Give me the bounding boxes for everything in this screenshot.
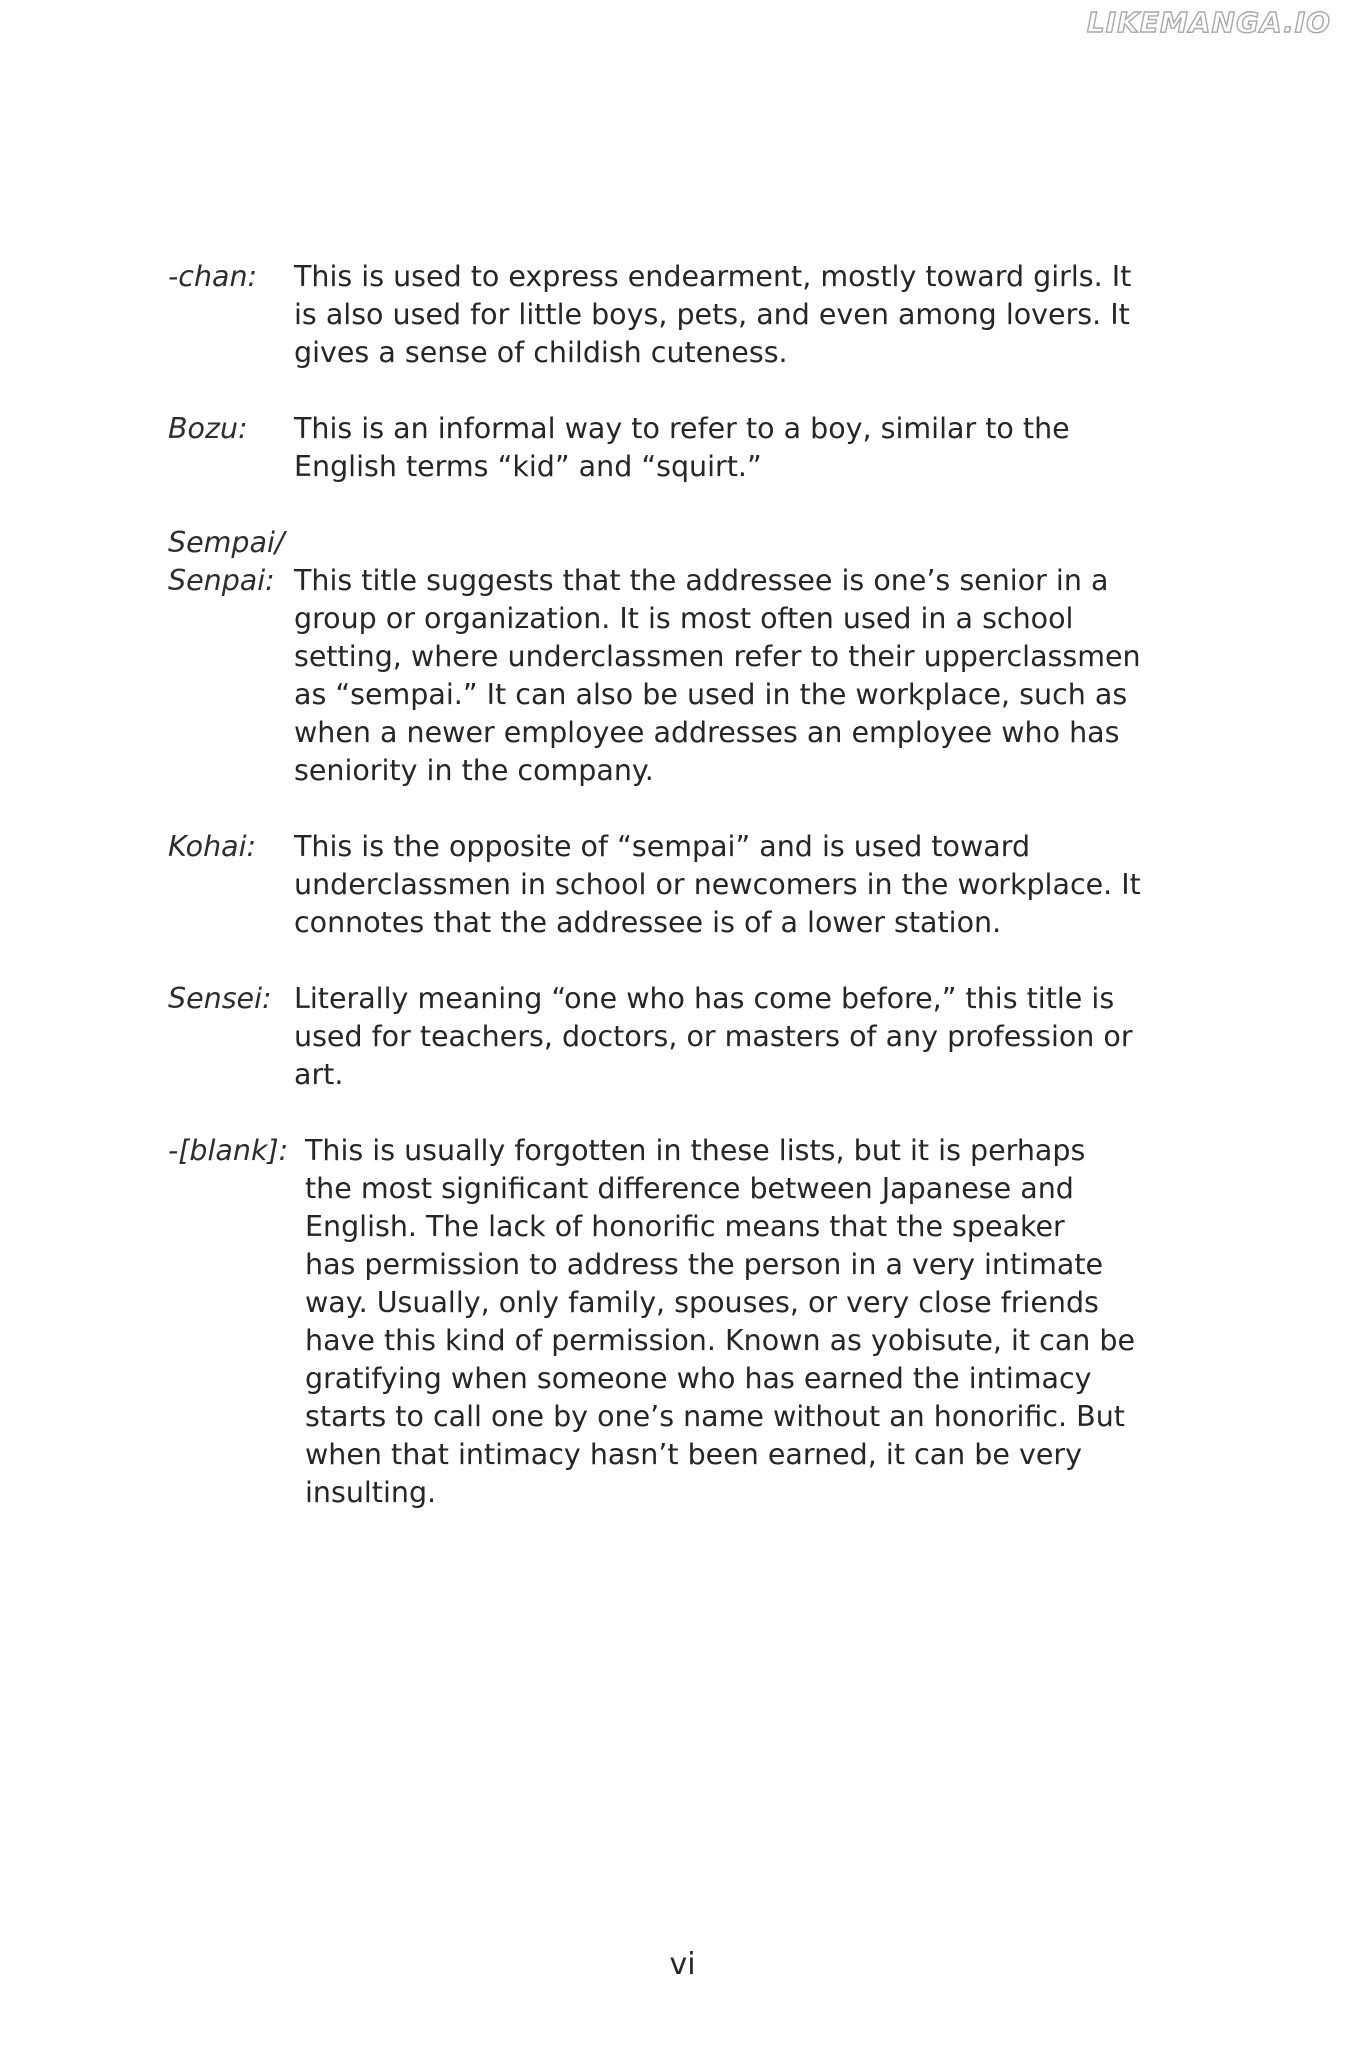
glossary-definition: This is used to express endearment, mostly toward girls. It is also used for little boys, pets, and even among lovers. It gives a sense of childish cuteness. xyxy=(294,260,1132,369)
glossary-term: -[blank]: xyxy=(168,1134,289,1167)
glossary-entry-sensei xyxy=(168,980,1208,1094)
glossary-entry-blank xyxy=(168,1132,1208,1512)
glossary-term: Kohai: xyxy=(168,830,257,863)
glossary-entry-kohai xyxy=(168,828,1208,942)
glossary-term: -chan: xyxy=(168,260,258,293)
honorifics-glossary xyxy=(168,258,1208,1512)
glossary-term: Sempai/ Senpai: xyxy=(168,526,285,597)
page-number: vi xyxy=(669,1947,696,1982)
glossary-definition: Literally meaning “one who has come before,” this title is used for teachers, doctors, or masters of any profession or art. xyxy=(294,982,1133,1091)
glossary-entry-bozu xyxy=(168,410,1208,486)
glossary-definition: This is an informal way to refer to a boy, similar to the English terms “kid” and “squirt.” xyxy=(294,412,1070,483)
glossary-definition: This title suggests that the addressee is one’s senior in a group or organization. It is most often used in a school setting, where underclassmen refer to their upperclassmen as “sempai.” It can also be used in the workplace, such as when a newer employee addresses an employee who has seniority in the company. xyxy=(294,564,1141,787)
glossary-term: Bozu: xyxy=(168,412,248,445)
glossary-entry-chan xyxy=(168,258,1208,372)
glossary-definition: This is usually forgotten in these lists, but it is perhaps the most significant difference between Japanese and English. The lack of honorific means that the speaker has permission to address the person in a very intimate way. Usually, only family, spouses, or very close friends have this kind of permission. Known as yobisute, it can be gratifying when someone who has earned the intimacy starts to call one by one’s name without an honorific. But when that intimacy hasn’t been earned, it can be very insulting. xyxy=(305,1134,1136,1509)
glossary-term: Sensei: xyxy=(168,982,272,1015)
watermark-logo: LIKEMANGA.IO xyxy=(1086,6,1331,39)
glossary-entry-sempai xyxy=(168,524,1208,790)
glossary-definition: This is the opposite of “sempai” and is used toward underclassmen in school or newcomers in the workplace. It connotes that the addressee is of a lower station. xyxy=(294,830,1141,939)
